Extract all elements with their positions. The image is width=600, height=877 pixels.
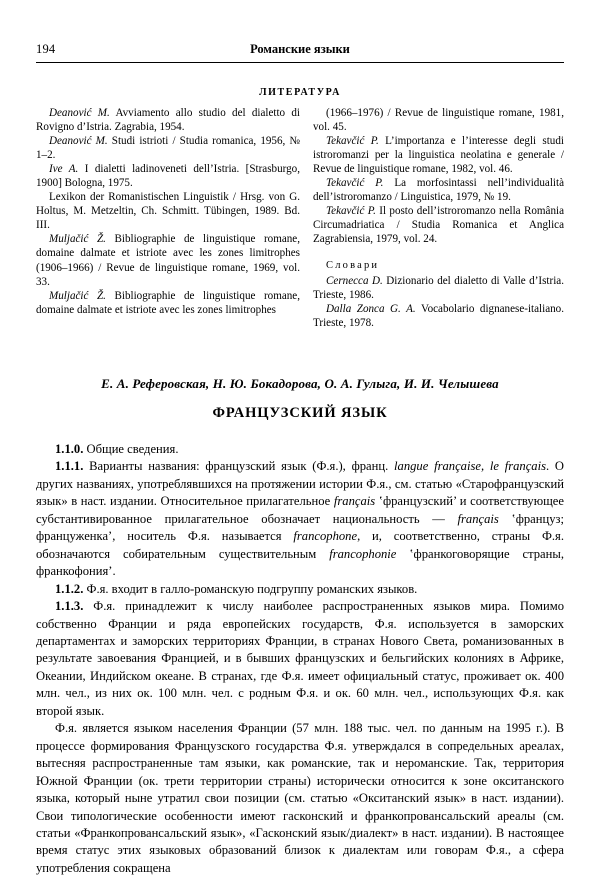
bibliography-entry-author: Tekavčić P.	[326, 177, 384, 190]
header-rule	[36, 62, 564, 63]
bibliography-entry	[313, 176, 564, 204]
article-body	[36, 441, 564, 877]
bibliography-entry-text: L’importanza e l’interesse degli studi istroromanzi per la linguistica neolatina e generale / Revue de linguistique romane, 1982, vol. 46.	[313, 135, 564, 176]
bibliography-entry	[36, 134, 300, 162]
bibliography-entry-author: Tekavčić P.	[326, 135, 379, 148]
bibliography-column-right	[313, 106, 564, 330]
body-paragraph	[36, 581, 564, 598]
bibliography-entry	[36, 232, 300, 288]
bibliography-entry	[313, 134, 564, 176]
section-heading-text: Общие сведения.	[83, 442, 179, 456]
paragraph-text: Ф.я. входит в галло-романскую подгруппу романских языков.	[83, 581, 418, 596]
bibliography-entry	[36, 289, 300, 317]
bibliography-entry-text: Bibliographie de linguistique romane, domaine dalmate et istriote avec les zones limitrophes (1906–1966) / Revue de linguistique romane, 1969, vol. 33.	[36, 233, 300, 288]
paragraph-text: Ф.я. принадлежит к числу наиболее распространенных языков мира. Помимо собственно Франции и ряда европейских государств, Ф.я. используется в заморских департаментах и заморских территориях Франции, в странах Нового Света, романизованных в результате завоевания Францией, и в бывших французских и бельгийских колониях в Африке, Океании, Индийском океане. В странах, где Ф.я. имеет официальный статус, проживает ок. 400 млн. чел., из них ок. 100 млн. чел. с родным Ф.я. и ок. 60 млн. чел., использующих Ф.я. как второй язык.	[36, 599, 564, 718]
paragraph-text: Варианты названия: французский язык (Ф.я.), франц. langue française, le français. О других названиях, употреблявшихся на протяжении истории Ф.я., см. статью «Старофранцузский язык» в наст. издании. Относительное прилагательное français ‛французский’ и соответствующее субстантивированное прилагательное обозначает национальность — français ‛француз; француженка’, носитель Ф.я. называется francophone, и, соответственно, страны Ф.я. обозначаются собирательным существительным francophonie ‛франкоговорящие страны, франкофония’.	[36, 459, 564, 579]
bibliography-entry	[36, 106, 300, 134]
paragraph-number: 1.1.1.	[55, 459, 84, 474]
bibliography-entry	[36, 190, 300, 232]
bibliography-column-left	[36, 106, 300, 317]
bibliography-entry-text: I dialetti ladinoveneti dell’Istria. [Strasburgo, 1900] Bologna, 1975.	[36, 163, 301, 190]
bibliography-entry	[313, 204, 564, 246]
bibliography-entry-text: La morfosintassi nell’individualità dell’istroromanzo / Linguistica, 1979, № 19.	[313, 177, 564, 204]
dictionary-entry	[313, 274, 564, 302]
body-paragraph	[36, 720, 564, 877]
bibliography-entry-text: (1966–1976) / Revue de linguistique romane, 1981, vol. 45.	[313, 107, 564, 134]
bibliography-entry-text: Il posto dell’istroromanzo nella România Circumadriatica / Studia Romanica et Anglica Zagrabiensia, 1979, vol. 24.	[313, 205, 564, 246]
paragraph-number: 1.1.3.	[55, 599, 84, 614]
bibliography-entry	[313, 106, 564, 134]
dictionary-entry-author: Dalla Zonca G. A.	[326, 302, 416, 315]
bibliography-entry-author: Deanović M.	[49, 135, 108, 148]
bibliography-heading: ЛИТЕРАТУРА	[259, 87, 341, 98]
bibliography-entry-text: Lexikon der Romanistischen Linguistik / Hrsg. von G. Holtus, M. Metzeltin, Ch. Schmitt. Tübingen, 1989. Bd. III.	[36, 191, 300, 232]
article-authors: Е. А. Реферовская, Н. Ю. Бокадорова, О. А. Гулыга, И. И. Челышева	[101, 376, 499, 391]
bibliography-entry-text: Avviamento allo studio del dialetto di Rovigno d’Istria. Zagrabia, 1954.	[36, 107, 300, 134]
body-paragraph	[36, 598, 564, 720]
paragraph-number: 1.1.2.	[55, 581, 84, 596]
bibliography-entry-author: Ive A.	[49, 163, 79, 176]
dictionaries-subheading: Словари	[326, 260, 380, 272]
paragraph-text: Ф.я. является языком населения Франции (57 млн. 188 тыс. чел. по данным на 1995 г.). В процессе формирования Французского государства Ф.я. утверждался в сопредельных ареалах, вытесняя распространенные там языки, как романские, так и нероманские. Так, территория Южной Франции (ок. трети территории страны) исторически относится к зоне окситанского языка, который ныне утратил свои позиции (см. статью «Окситанский язык» в наст. издании). Свои типологические особенности имеют гасконский и франкопровансальский ареалы (см. статьи «Франкопровансальский язык», «Гасконский язык/диалект» в наст. издании). В настоящее время статус этих языковых образований близок к диалектам или говорам Ф.я., а сфера употребления сокращена	[36, 721, 564, 875]
section-number: 1.1.0.	[55, 442, 84, 456]
bibliography-entry-text: Studi istrioti / Studia romanica, 1956, № 1–2.	[36, 135, 300, 162]
bibliography-entry-text: Bibliographie de linguistique romane, domaine dalmate et istriote avec les zones limitrophes	[36, 289, 300, 316]
bibliography-entry-author: Muljačić Ž.	[49, 289, 106, 302]
dictionary-entry-author: Cernecca D.	[326, 274, 383, 287]
dictionary-entry	[313, 302, 564, 330]
bibliography-entry	[36, 162, 300, 190]
bibliography-entry-author: Deanović M.	[49, 107, 110, 119]
article-title: ФРАНЦУЗСКИЙ ЯЗЫК	[212, 405, 388, 421]
body-paragraph	[36, 458, 564, 580]
dictionary-entry-text: Dizionario del dialetto di Valle d’Istria. Trieste, 1986.	[313, 274, 564, 301]
running-head	[36, 42, 564, 60]
bibliography-entry-author: Muljačić Ž.	[49, 233, 106, 246]
bibliography-entry-author: Tekavčić P.	[326, 205, 376, 218]
section-heading	[36, 441, 564, 458]
running-head-title: Романские языки	[250, 42, 350, 56]
dictionary-entry-text: Vocabolario dignanese-italiano. Trieste, 1978.	[313, 302, 564, 329]
page-number: 194	[36, 42, 56, 56]
